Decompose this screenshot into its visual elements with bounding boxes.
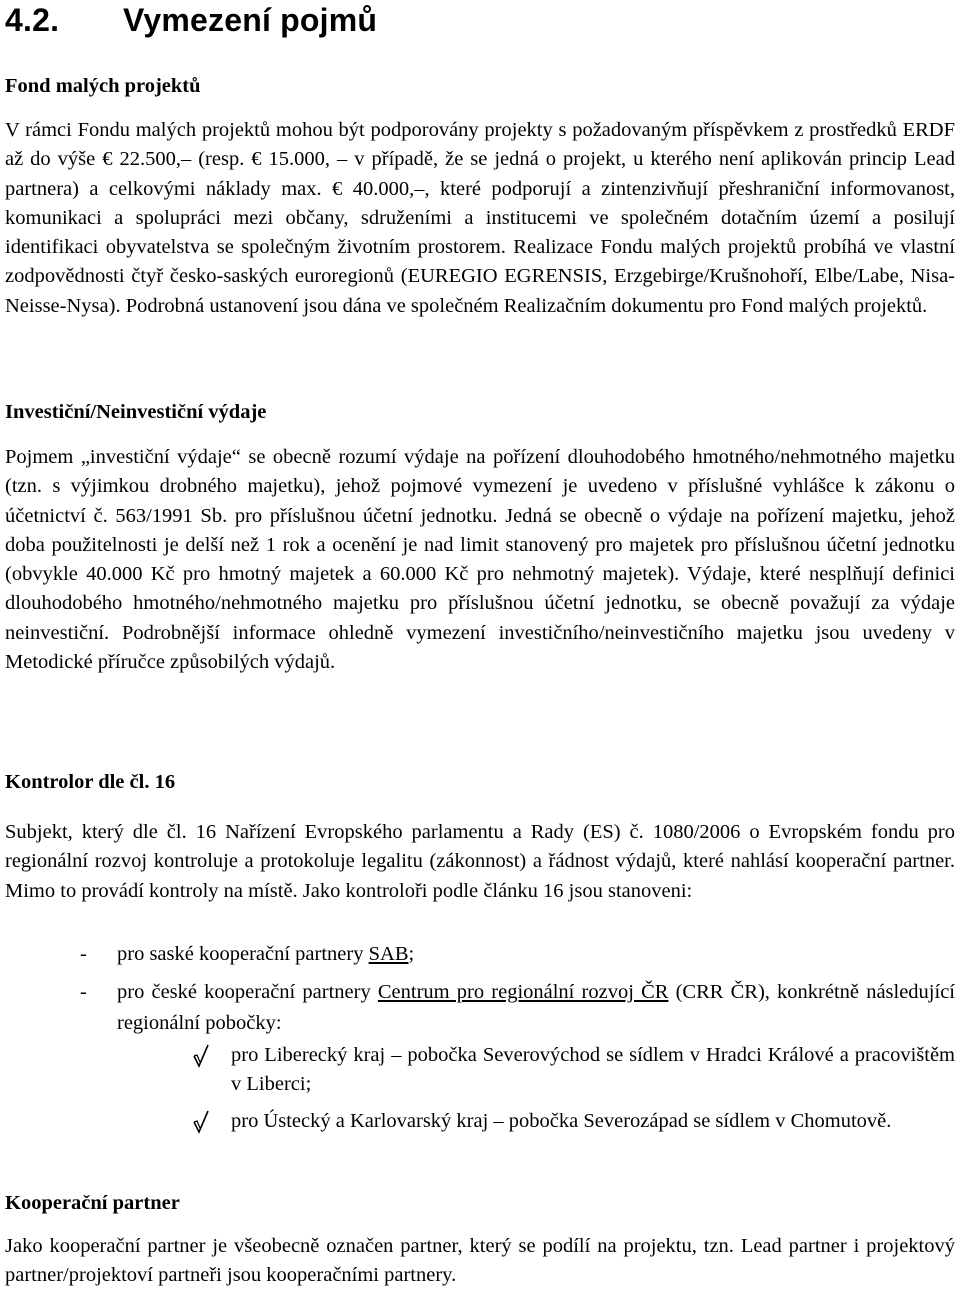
kontrolor-body bbox=[5, 818, 955, 906]
kontrolor-paragraph: Subjekt, který dle čl. 16 Nařízení Evropského parlamentu a Rady (ES) č. 1080/2006 o Evropském fondu pro regionální rozvoj kontroluje a protokoluje legalitu (zákonnost) a řádnost výdajů, které nahlásí kooperační partner. Mimo to provádí kontroly na místě. Jako kontroloři podle článku 16 jsou stanoveni: bbox=[5, 821, 955, 902]
dash-bullet: - bbox=[80, 943, 87, 965]
list-item-text: pro saské kooperační partnery bbox=[117, 943, 369, 965]
list-item-text: ; bbox=[408, 943, 415, 965]
section-fond-malych-projektu bbox=[5, 72, 955, 101]
list-item bbox=[5, 1107, 955, 1136]
kontrolor-heading: Kontrolor dle čl. 16 bbox=[5, 771, 176, 793]
fmp-paragraph: V rámci Fondu malých projektů mohou být podporovány projekty s požadovaným příspěvkem z prostředků ERDF až do výše € 22.500,– (resp. € 15.000, – v případě, že se jedná o projekt, u kterého není aplikován princip Lead partnera) a celkovými náklady max. € 40.000,–, které podporují a zintenzivňují přeshraniční informovanost, komunikaci a spolupráci mezi občany, sdruženími a institucemi ve společném dotačním území a posilují identifikaci obyvatelstva se společným životním prostorem. Realizace Fondu malých projektů probíhá ve vlastní zodpovědnosti čtyř česko-saských euroregionů (EUREGIO EGRENSIS, Erzgebirge/Krušnohoří, Elbe/Labe, Nisa-Neisse-Nysa). Podrobná ustanovení jsou dána ve společném Realizačním dokumentu pro Fond malých projektů. bbox=[5, 119, 955, 317]
list-item bbox=[5, 1041, 955, 1100]
list-item bbox=[5, 977, 955, 1039]
section-number: 4.2. bbox=[5, 2, 60, 38]
inv-paragraph: Pojmem „investiční výdaje“ se obecně rozumí výdaje na pořízení dlouhodobého hmotného/nehmotného majetku (tzn. s výjimkou drobného majetku), jehož pojmové vymezení je uvedeno v příslušné vyhlášce k zákonu o účetnictví č. 563/1991 Sb. pro příslušnou účetní jednotku. Jedná se obecně o výdaje na pořízení majetku, jehož doba použitelnosti je delší než 1 rok a ocenění je nad limit stanovený pro majetek pro příslušnou účetní jednotku (obvykle 40.000 Kč pro hmotný majetek a 60.000 Kč pro nehmotný majetek). Výdaje, které nesplňují definici dlouhodobého hmotného/nehmotného majetku pro příslušnou účetní jednotku, se obecně považují za výdaje neinvestiční. Podrobnější informace ohledně vymezení investičního/neinvestičního majetku jsou uvedeny v Metodické příručce způsobilých výdajů. bbox=[5, 446, 955, 674]
section-heading bbox=[5, 0, 377, 40]
koop-body bbox=[5, 1232, 955, 1291]
list-item-text: pro Liberecký kraj – pobočka Severovýchod se sídlem v Hradci Králové a pracovištěm v Liberci; bbox=[231, 1044, 955, 1096]
dash-bullet: - bbox=[80, 981, 87, 1003]
section-kooperacni-partner bbox=[5, 1189, 955, 1218]
section-title: Vymezení pojmů bbox=[123, 2, 378, 38]
koop-heading: Kooperační partner bbox=[5, 1192, 180, 1214]
kontrolor-list bbox=[5, 939, 955, 1039]
list-item-text: (CRR ČR), konkrétně následující regionální pobočky: bbox=[117, 981, 955, 1034]
section-investicni-vydaje bbox=[5, 398, 955, 427]
fmp-heading: Fond malých projektů bbox=[5, 75, 201, 97]
list-item-text: pro Ústecký a Karlovarský kraj – pobočka Severozápad se sídlem v Chomutově. bbox=[231, 1109, 892, 1132]
fmp-body bbox=[5, 116, 955, 321]
inv-body bbox=[5, 443, 955, 677]
sab-link[interactable]: SAB bbox=[368, 943, 409, 965]
list-item-text: pro české kooperační partnery bbox=[117, 981, 378, 1003]
koop-paragraph: Jako kooperační partner je všeobecně označen partner, který se podílí na projektu, tzn. Lead partner i projektový partner/projektoví partneři jsou kooperačními partnery. bbox=[5, 1235, 955, 1287]
crr-link[interactable]: Centrum pro regionální rozvoj ČR bbox=[377, 981, 669, 1003]
list-item bbox=[5, 939, 955, 970]
checkmark-icon bbox=[192, 1043, 210, 1069]
pobocky-list bbox=[5, 1041, 955, 1136]
section-kontrolor bbox=[5, 768, 955, 797]
inv-heading: Investiční/Neinvestiční výdaje bbox=[5, 401, 267, 423]
checkmark-icon bbox=[192, 1109, 210, 1135]
